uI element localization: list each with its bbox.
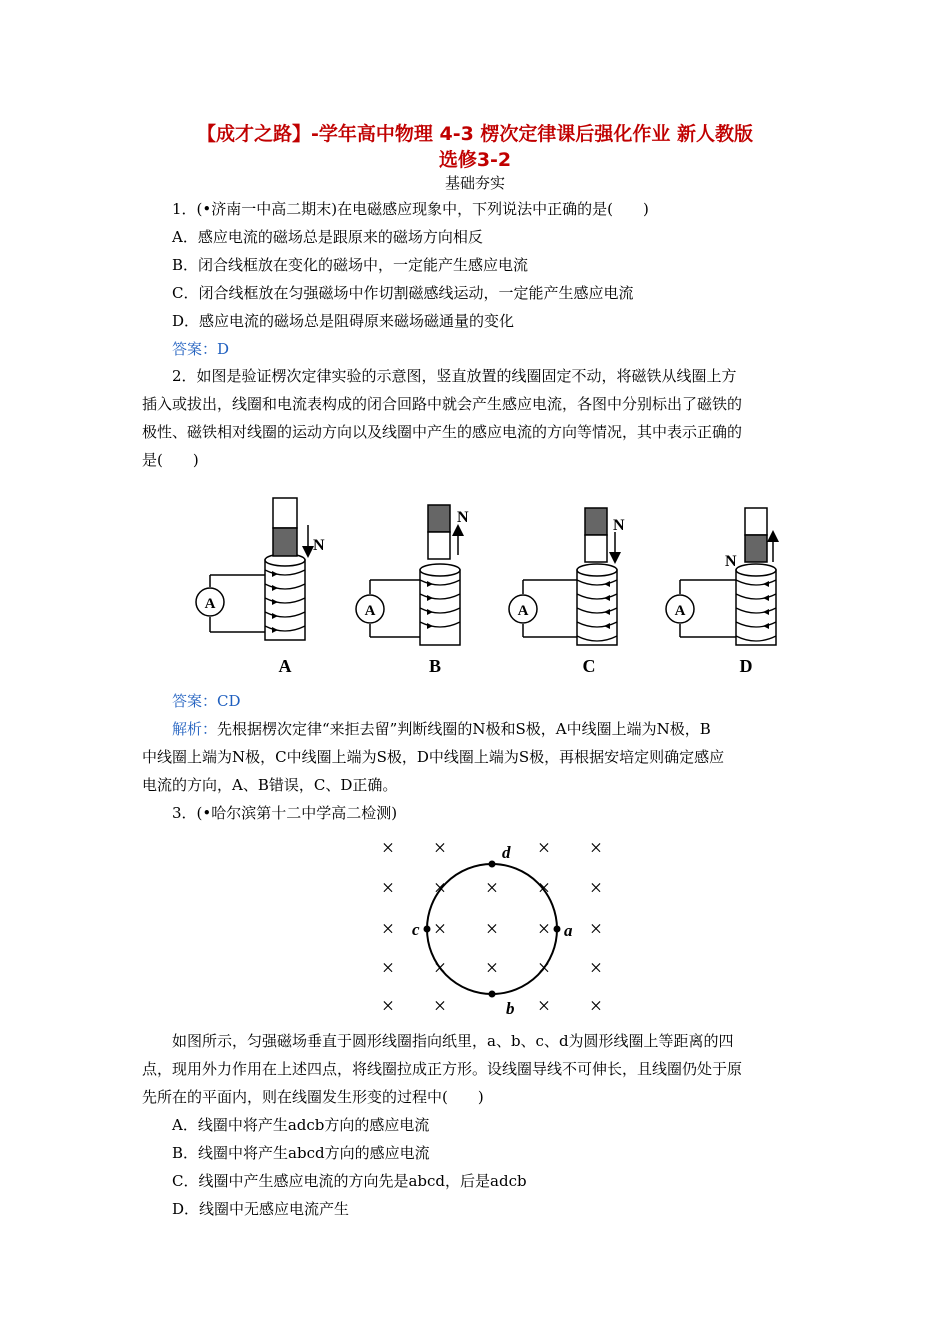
q2-analysis-line2: 中线圈上端为N极，C中线圈上端为S极，D中线圈上端为S极，再根据安培定则确定感应 <box>142 748 725 766</box>
q2-answer: 答案：CD <box>172 692 241 710</box>
q3-option-b: B．线圈中将产生abcd方向的感应电流 <box>172 1144 430 1162</box>
q3-option-c: C．线圈中产生感应电流的方向先是abcd，后是adcb <box>172 1172 527 1190</box>
q1-answer: 答案：D <box>172 340 230 358</box>
q2-stem-line3: 极性、磁铁相对线圈的运动方向以及线圈中产生的感应电流的方向等情况，其中表示正确的 <box>142 423 743 441</box>
q1-option-a: A．感应电流的磁场总是跟原来的磁场方向相反 <box>172 228 483 246</box>
field-cross: × <box>589 916 603 941</box>
ammeter-label-b: A <box>364 603 376 619</box>
field-cross: × <box>381 875 395 900</box>
q3-option-d: D．线圈中无感应电流产生 <box>172 1200 350 1218</box>
panel-label-a: A <box>278 656 292 676</box>
panel-c <box>509 508 625 676</box>
q3-desc-line1: 如图所示，匀强磁场垂直于圆形线圈指向纸里，a、b、c、d为圆形线圈上等距离的四 <box>172 1032 734 1050</box>
point-c-label: c <box>412 920 420 939</box>
field-cross: × <box>537 993 551 1018</box>
field-cross: × <box>589 835 603 860</box>
field-cross: × <box>537 955 551 980</box>
q2-stem-line4: 是( ) <box>142 451 199 469</box>
q1-stem: 1．(•济南一中高二期末)在电磁感应现象中，下列说法中正确的是( ) <box>172 200 649 218</box>
field-cross: × <box>433 955 447 980</box>
q2-analysis-line1: 解析：先根据楞次定律“来拒去留”判断线圈的N极和S极，A中线圈上端为N极，B <box>172 720 711 738</box>
section-heading: 基础夯实 <box>444 174 505 192</box>
panel-label-b: B <box>428 656 442 676</box>
q1-option-c: C．闭合线框放在匀强磁场中作切割磁感线运动，一定能产生感应电流 <box>172 284 634 302</box>
pole-label-a: N <box>313 537 325 554</box>
point-b-label: b <box>506 999 515 1018</box>
point-a-label: a <box>564 921 573 940</box>
ammeter-label-c: A <box>517 603 529 619</box>
doc-title-line2: 选修3-2 <box>438 149 512 171</box>
panel-b <box>356 505 469 676</box>
field-cross: × <box>433 993 447 1018</box>
q1-option-d: D．感应电流的磁场总是阻碍原来磁场磁通量的变化 <box>172 312 515 330</box>
ammeter-label-d: A <box>674 603 686 619</box>
field-cross: × <box>381 835 395 860</box>
field-cross: × <box>589 875 603 900</box>
q2-analysis-line3: 电流的方向，A、B错误，C、D正确。 <box>142 776 398 794</box>
panel-a <box>196 498 325 676</box>
q3-stem: 3．(•哈尔滨第十二中学高二检测) <box>172 804 398 822</box>
field-cross: × <box>485 875 499 900</box>
point-d-label: d <box>502 843 511 862</box>
q3-option-a: A．线圈中将产生adcb方向的感应电流 <box>172 1116 430 1134</box>
q3-desc-line3: 先所在的平面内，则在线圈发生形变的过程中( ) <box>142 1088 484 1106</box>
q3-desc-line2: 点，现用外力作用在上述四点，将线圈拉成正方形。设线圈导线不可伸长，且线圈仍处于原 <box>142 1060 743 1078</box>
panel-label-d: D <box>739 656 753 676</box>
pole-label-b: N <box>457 509 469 526</box>
field-cross: × <box>537 835 551 860</box>
field-cross: × <box>589 955 603 980</box>
field-cross: × <box>433 875 447 900</box>
field-cross: × <box>433 835 447 860</box>
field-cross: × <box>537 916 551 941</box>
q1-option-b: B．闭合线框放在变化的磁场中，一定能产生感应电流 <box>172 256 529 274</box>
field-cross: × <box>381 916 395 941</box>
field-cross: × <box>381 993 395 1018</box>
pole-label-c: N <box>613 517 625 534</box>
q2-stem-line2: 插入或拔出，线圈和电流表构成的闭合回路中就会产生感应电流，各图中分别标出了磁铁的 <box>142 395 743 413</box>
field-cross: × <box>589 993 603 1018</box>
q3-figure <box>370 830 610 1020</box>
field-cross: × <box>537 875 551 900</box>
field-cross: × <box>485 955 499 980</box>
doc-title-line1: 【成才之路】-学年高中物理 4-3 楞次定律课后强化作业 新人教版 <box>196 123 754 145</box>
field-cross: × <box>381 955 395 980</box>
panel-label-c: C <box>582 656 596 676</box>
pole-label-d: N <box>725 553 737 570</box>
q2-figure <box>185 490 785 685</box>
panel-d <box>666 508 776 676</box>
field-cross: × <box>485 916 499 941</box>
field-cross: × <box>433 916 447 941</box>
ammeter-label-a: A <box>204 596 216 612</box>
q2-stem-line1: 2．如图是验证楞次定律实验的示意图，竖直放置的线圈固定不动，将磁铁从线圈上方 <box>172 367 737 385</box>
